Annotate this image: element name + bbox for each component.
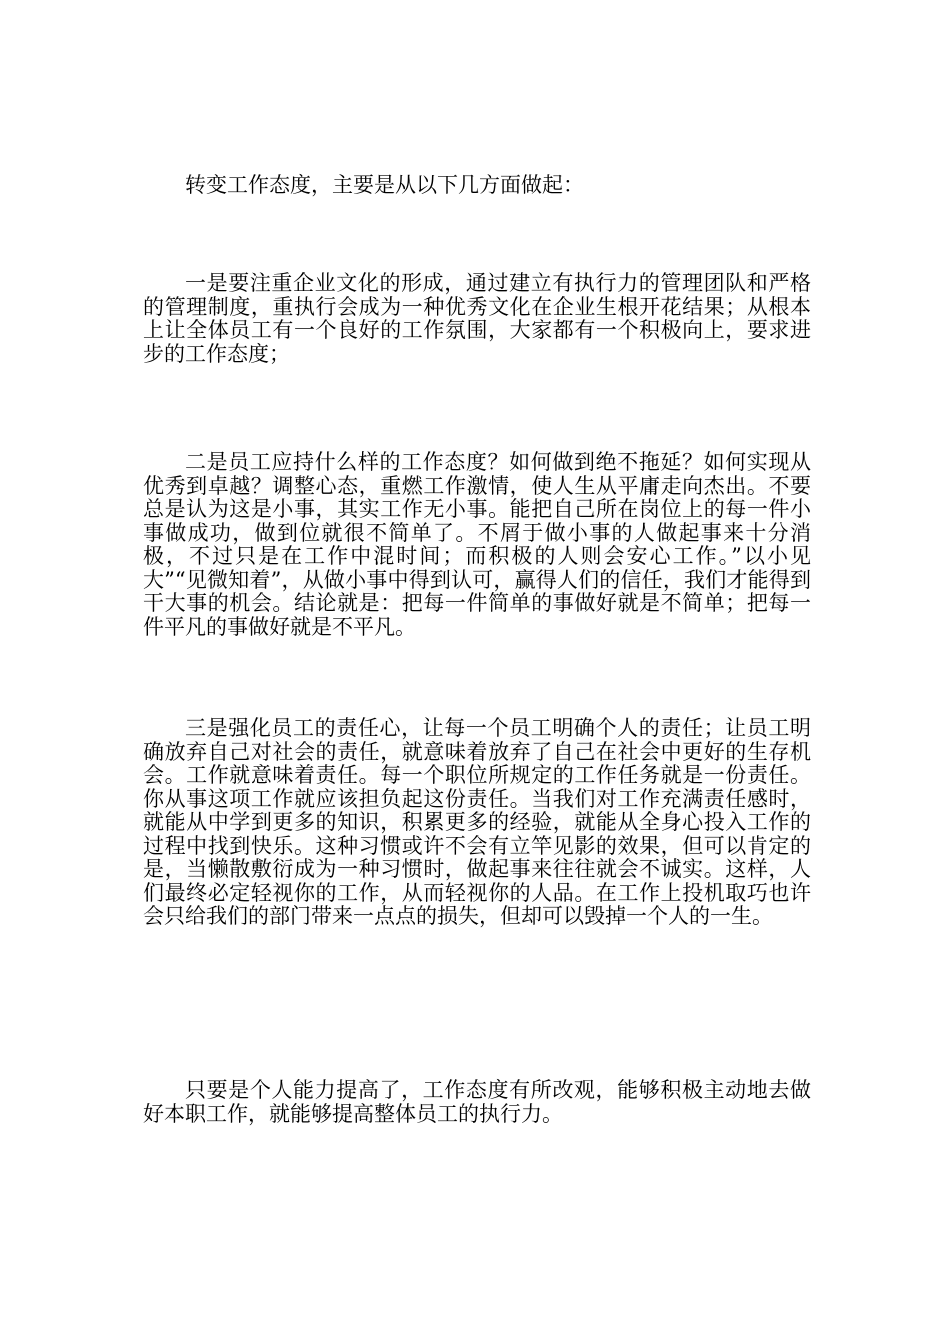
intro-paragraph: 转变工作态度，主要是从以下几方面做起：: [185, 173, 584, 197]
conclusion-paragraph: 只要是个人能力提高了，工作态度有所改观，能够积极主动地去做好本职工作，就能够提高整体员工的执行力。: [143, 1078, 811, 1126]
point-three-paragraph: 三是强化员工的责任心，让每一个员工明确个人的责任；让员工明确放弃自己对社会的责任，就意味着放弃了自己在社会中更好的生存机会。工作就意味着责任。每一个职位所规定的工作任务就是一份责任。你从事这项工作就应该担负起这份责任。当我们对工作充满责任感时，就能从中学到更多的知识，积累更多的经验，就能从全身心投入工作的过程中找到快乐。这种习惯或许不会有立竿见影的效果，但可以肯定的是，当懒散敷衍成为一种习惯时，做起事来往往就会不诚实。这样，人们最终必定轻视你的工作，从而轻视你的人品。在工作上投机取巧也许会只给我们的部门带来一点点的损失，但却可以毁掉一个人的一生。: [143, 716, 811, 928]
point-one-paragraph: 一是要注重企业文化的形成，通过建立有执行力的管理团队和严格的管理制度，重执行会成为一种优秀文化在企业生根开花结果；从根本上让全体员工有一个良好的工作氛围，大家都有一个积极向上，要求进步的工作态度；: [143, 271, 811, 366]
point-two-paragraph: 二是员工应持什么样的工作态度？如何做到绝不拖延？如何实现从优秀到卓越？调整心态，重燃工作激情，使人生从平庸走向杰出。不要总是认为这是小事，其实工作无小事。能把自己所在岗位上的每一件小事做成功，做到位就很不简单了。不屑于做小事的人做起事来十分消极，不过只是在工作中混时间；而积极的人则会安心工作。”以小见大”“见微知着”，从做小事中得到认可，赢得人们的信任，我们才能得到干大事的机会。结论就是：把每一件简单的事做好就是不简单；把每一件平凡的事做好就是不平凡。: [143, 450, 811, 639]
